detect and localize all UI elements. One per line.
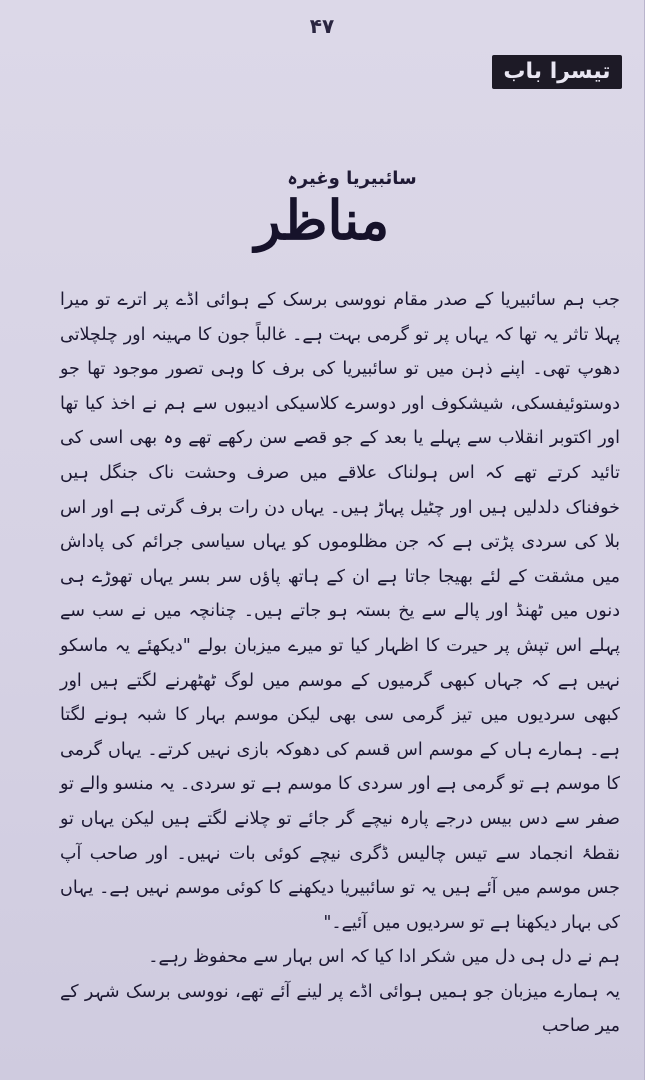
body-text — [60, 283, 620, 1044]
paragraph: یہ ہمارے میزبان جو ہمیں ہوائی اڈے پر لینے آئے تھے، نووسی برسک شہر کے میر صاحب — [60, 981, 620, 1037]
chapter-label: تیسرا باب — [492, 55, 622, 89]
chapter-heading — [0, 160, 644, 255]
paragraph: جب ہم سائبیریا کے صدر مقام نووسی برسک کے ہوائی اڈے پر اترے تو میرا پہلا تاثر یہ تھا کہ یہاں پر تو گرمی بہت ہے۔ غالباً جون کا مہینہ اور چلچلاتی دھوپ تھی۔ اپنے ذہن میں تو سائبیریا کی برف کا وہی تصور موجود تھا جو دوستوئیفسکی، شیشکوف اور دوسرے کلاسیکی ادیبوں سے ہم نے اخذ کیا تھا اور اکتوبر انقلاب سے پہلے یا بعد کے جو قصے سن رکھے تھے وہ بھی اسی کی تائید کرتے تھے کہ اس ہولناک علاقے میں صرف وحشت ناک جنگل ہیں خوفناک دلدلیں ہیں اور چٹیل پہاڑ ہیں۔ یہاں دن رات برف گرتی ہے اور اس بلا کی سردی پڑتی ہے کہ جن مظلوموں کو یہاں سیاسی جرائم کی پاداش میں مشقت کے لئے بھیجا جاتا ہے ان کے ہاتھ پاؤں سر بسر یہاں تھوڑے ہی دنوں میں ٹھنڈ اور پالے سے یخ بستہ ہو جاتے ہیں۔ چنانچہ میں نے سب سے پہلے اس تپش پر حیرت کا اظہار کیا تو میرے میزبان بولے "دیکھئے یہ ماسکو نہیں ہے کہ جہاں کبھی گرمیوں کے موسم میں لوگ ٹھٹھرنے لگتے ہیں اور کبھی سردیوں میں تیز گرمی سی بھی لیکن موسم بہار کا شبہ ہونے لگتا ہے۔ ہمارے ہاں کے موسم اس قسم کی دھوکہ بازی نہیں کرتے۔ یہاں گرمی کا موسم ہے تو گرمی ہے اور سردی کا موسم ہے تو سردی۔ یہ منسو والے تو صفر سے دس بیس درجے پارہ نیچے گر جائے تو چلانے لگتے ہیں لیکن یہاں تو نقطۂ انجماد سے تیس چالیس ڈگری نیچے کوئی بات نہیں۔ اور صاحب آپ جس موسم میں آئے ہیں یہ تو سائبیریا دیکھنے کا کوئی موسم نہیں ہے۔ یہاں کی بہار دیکھنا ہے تو سردیوں میں آئیے۔" — [60, 290, 620, 933]
paragraph: ہم نے دل ہی دل میں شکر ادا کیا کہ اس بہار سے محفوظ رہے۔ — [148, 947, 620, 968]
heading-subtitle: سائبیریا وغیرہ — [287, 168, 417, 189]
page-number: ۴۷ — [309, 14, 335, 38]
heading-title: مناظر — [254, 188, 390, 252]
